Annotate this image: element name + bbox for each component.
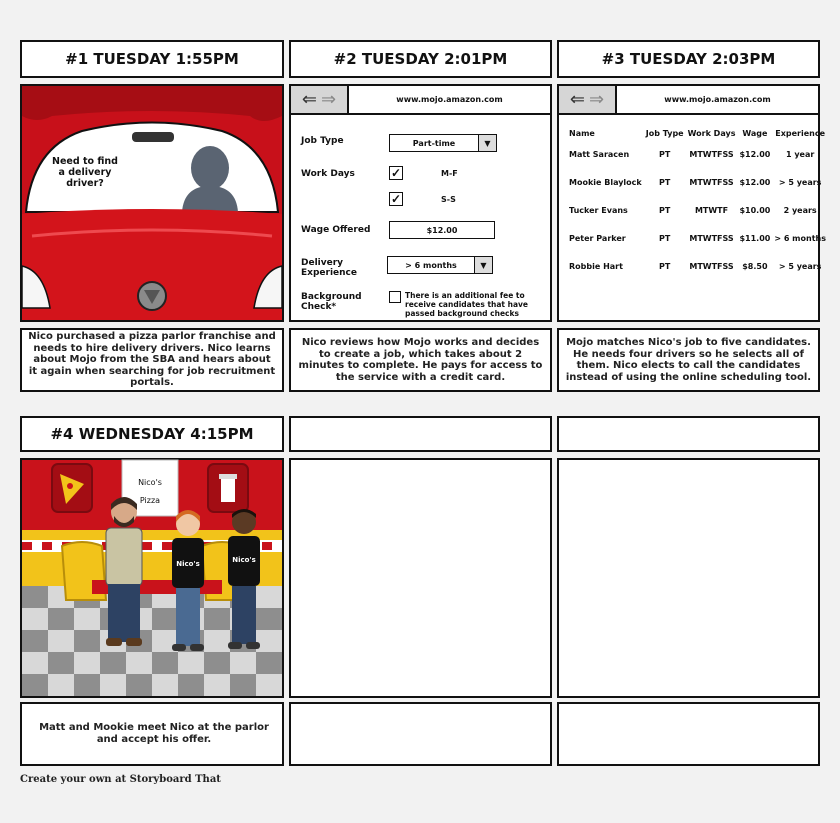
panel-3-caption: Mojo matches Nico's job to five candidates. He needs four drivers so he selects all of them. Nico elects to call the candidates instead of using the online scheduling tool. <box>557 328 820 392</box>
panel-5-title <box>289 416 552 452</box>
workdays-mf-checkbox[interactable] <box>389 166 403 180</box>
table-cell: Tucker Evans <box>569 205 628 215</box>
panel-4-scene <box>20 458 284 698</box>
shirt-text: Nico's <box>232 556 256 564</box>
table-cell: Matt Saracen <box>569 149 630 159</box>
panel-3-scene <box>557 84 826 322</box>
panel-2-scene <box>289 84 552 322</box>
panel-5-caption <box>289 702 552 766</box>
table-cell: $8.50 <box>742 261 768 271</box>
arrow-right-icon[interactable]: ⇒ <box>589 89 605 109</box>
candidates-table <box>567 126 828 280</box>
panel-1-title: #1 TUESDAY 1:55PM <box>20 40 284 78</box>
table-cell: > 6 months <box>774 233 826 243</box>
arrow-left-icon[interactable]: ⇐ <box>301 89 317 109</box>
browser-bar <box>559 86 818 115</box>
arrow-left-icon[interactable]: ⇐ <box>569 89 585 109</box>
table-cell: MTWTF <box>694 205 729 215</box>
table-cell: PT <box>659 177 671 187</box>
column-header: Experience <box>775 128 826 138</box>
background-check-note: There is an additional fee to receive candidates that have passed background checks <box>405 291 528 318</box>
table-cell: PT <box>659 233 671 243</box>
table-row[interactable] <box>567 140 828 168</box>
workdays-ss-checkbox[interactable] <box>389 192 403 206</box>
experience-label: Delivery Experience <box>301 258 357 278</box>
browser-nav <box>559 86 617 113</box>
wage-label: Wage Offered <box>301 225 371 235</box>
column-header: Work Days <box>687 128 736 138</box>
experience-select[interactable]: > 6 months ▼ <box>387 256 493 274</box>
url-field[interactable]: www.mojo.amazon.com <box>396 95 503 104</box>
table-cell: PT <box>659 149 671 159</box>
wage-input[interactable]: $12.00 <box>389 221 495 239</box>
browser-nav <box>291 86 349 113</box>
caret-down-icon: ▼ <box>478 135 496 151</box>
table-cell: PT <box>659 261 671 271</box>
panel-6-caption <box>557 702 820 766</box>
table-cell: $12.00 <box>739 149 771 159</box>
job-type-label: Job Type <box>301 136 344 146</box>
table-cell: MTWTFSS <box>689 177 734 187</box>
table-cell: MTWTFSS <box>689 233 734 243</box>
table-row[interactable] <box>567 168 828 196</box>
table-cell: 1 year <box>785 149 815 159</box>
panel-1-scene <box>20 84 284 322</box>
table-row[interactable] <box>567 252 828 280</box>
column-header: Wage <box>742 128 768 138</box>
table-cell: > 5 years <box>778 261 822 271</box>
table-cell: MTWTFSS <box>689 261 734 271</box>
browser-bar <box>291 86 550 115</box>
panel-3-title: #3 TUESDAY 2:03PM <box>557 40 820 78</box>
job-type-select[interactable]: Part-time ▼ <box>389 134 497 152</box>
checkmark-icon: ✓ <box>390 192 402 206</box>
table-cell: PT <box>659 205 671 215</box>
table-cell: Mookie Blaylock <box>569 177 642 187</box>
panel-6-scene <box>557 458 820 698</box>
table-cell: MTWTFSS <box>689 149 734 159</box>
table-row[interactable] <box>567 224 828 252</box>
panel-6-title <box>557 416 820 452</box>
table-cell: Peter Parker <box>569 233 626 243</box>
panel-2-title: #2 TUESDAY 2:01PM <box>289 40 552 78</box>
background-check-label: Background Check* <box>301 292 362 312</box>
table-cell: $12.00 <box>739 177 771 187</box>
car-dashboard-illustration <box>22 86 282 320</box>
url-field[interactable]: www.mojo.amazon.com <box>664 95 771 104</box>
table-cell: $10.00 <box>739 205 771 215</box>
table-cell: > 5 years <box>778 177 822 187</box>
background-check-checkbox[interactable] <box>389 291 401 303</box>
caret-down-icon: ▼ <box>474 257 492 273</box>
workdays-ss-label: S-S <box>441 195 456 204</box>
shirt-text: Nico's <box>176 560 200 568</box>
checkmark-icon: ✓ <box>390 166 402 180</box>
panel-5-scene <box>289 458 552 698</box>
table-cell: Robbie Hart <box>569 261 623 271</box>
footer-link[interactable]: Create your own at Storyboard That <box>20 774 221 785</box>
sign-line-1: Nico's <box>138 478 162 487</box>
panel-2-caption: Nico reviews how Mojo works and decides to create a job, which takes about 2 minutes to complete. He pays for access to the service with a credit card. <box>289 328 552 392</box>
table-row[interactable] <box>567 196 828 224</box>
column-header: Name <box>569 128 595 138</box>
table-header-row <box>567 126 828 140</box>
arrow-right-icon[interactable]: ⇒ <box>321 89 337 109</box>
sign-line-2: Pizza <box>139 496 161 505</box>
panel-1-caption: Nico purchased a pizza parlor franchise and needs to hire delivery drivers. Nico learns about Mojo from the SBA and hears about it again when searching for job recruitment portals. <box>20 328 284 392</box>
column-header: Job Type <box>645 128 684 138</box>
table-cell: 2 years <box>783 205 817 215</box>
panel-4-caption: Matt and Mookie meet Nico at the parlor and accept his offer. <box>20 702 284 766</box>
speech-text: Need to find a delivery driver? <box>52 156 118 189</box>
work-days-label: Work Days <box>301 169 355 179</box>
table-cell: $11.00 <box>739 233 771 243</box>
panel-4-title: #4 WEDNESDAY 4:15PM <box>20 416 284 452</box>
workdays-mf-label: M-F <box>441 169 458 178</box>
